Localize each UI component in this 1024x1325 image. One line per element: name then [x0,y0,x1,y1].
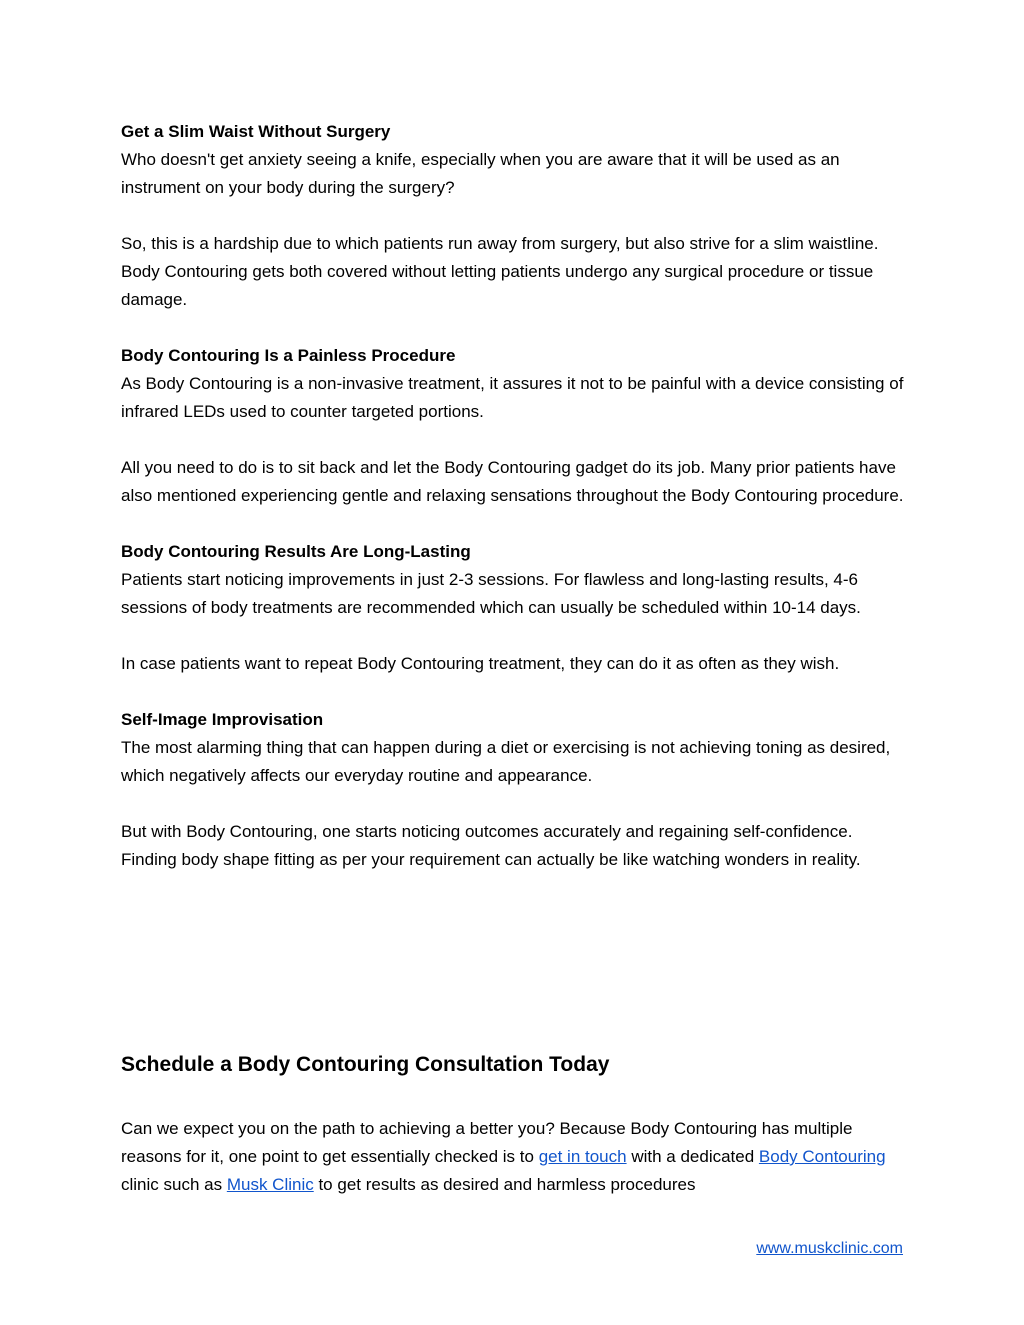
paragraph: As Body Contouring is a non-invasive treatment, it assures it not to be painful with a device consisting of infrared LEDs used to counter targeted portions. [121,374,904,421]
consultation-text: clinic such as [121,1175,227,1194]
document-body [121,118,911,902]
paragraph: Who doesn't get anxiety seeing a knife, especially when you are aware that it will be used as an instrument on your body during the surgery? [121,150,840,197]
section-self-image [121,706,911,874]
consultation-heading: Schedule a Body Contouring Consultation Today [121,1053,610,1076]
section-long-lasting [121,538,911,678]
section-heading: Self-Image Improvisation [121,710,324,729]
section-slim-waist [121,118,911,314]
paragraph: But with Body Contouring, one starts noticing outcomes accurately and regaining self-confidence. Finding body shape fitting as per your requirement can actually be like watching wonders in reality. [121,822,861,869]
paragraph: The most alarming thing that can happen during a diet or exercising is not achieving toning as desired, which negatively affects our everyday routine and appearance. [121,738,891,785]
consultation-text: with a dedicated [626,1147,759,1166]
paragraph: In case patients want to repeat Body Contouring treatment, they can do it as often as they wish. [121,654,840,673]
section-heading: Get a Slim Waist Without Surgery [121,122,391,141]
section-painless [121,342,911,510]
consultation-paragraph [121,1115,911,1199]
section-heading: Body Contouring Is a Painless Procedure [121,346,456,365]
consultation-text: to get results as desired and harmless procedures [313,1175,696,1194]
get-in-touch-link[interactable]: get in touch [538,1147,627,1166]
section-heading: Body Contouring Results Are Long-Lasting [121,542,471,561]
footer-website-link[interactable]: www.muskclinic.com [756,1240,903,1257]
paragraph: All you need to do is to sit back and let the Body Contouring gadget do its job. Many prior patients have also mentioned experiencing gentle and relaxing sensations throughout the Body Contouring procedure. [121,458,904,505]
paragraph: Patients start noticing improvements in just 2-3 sessions. For flawless and long-lasting results, 4-6 sessions of body treatments are recommended which can usually be scheduled within 10-14 days. [121,570,861,617]
paragraph: So, this is a hardship due to which patients run away from surgery, but also strive for a slim waistline. Body Contouring gets both covered without letting patients undergo any surgical procedure or tissue damage. [121,234,879,309]
musk-clinic-link[interactable]: Musk Clinic [226,1175,314,1194]
consultation-text: Can we expect you on the path to achieving a better you? Because Body Contouring has multiple reasons for it, one point to get essentially checked is to [121,1119,853,1166]
body-contouring-link[interactable]: Body Contouring [758,1147,886,1166]
